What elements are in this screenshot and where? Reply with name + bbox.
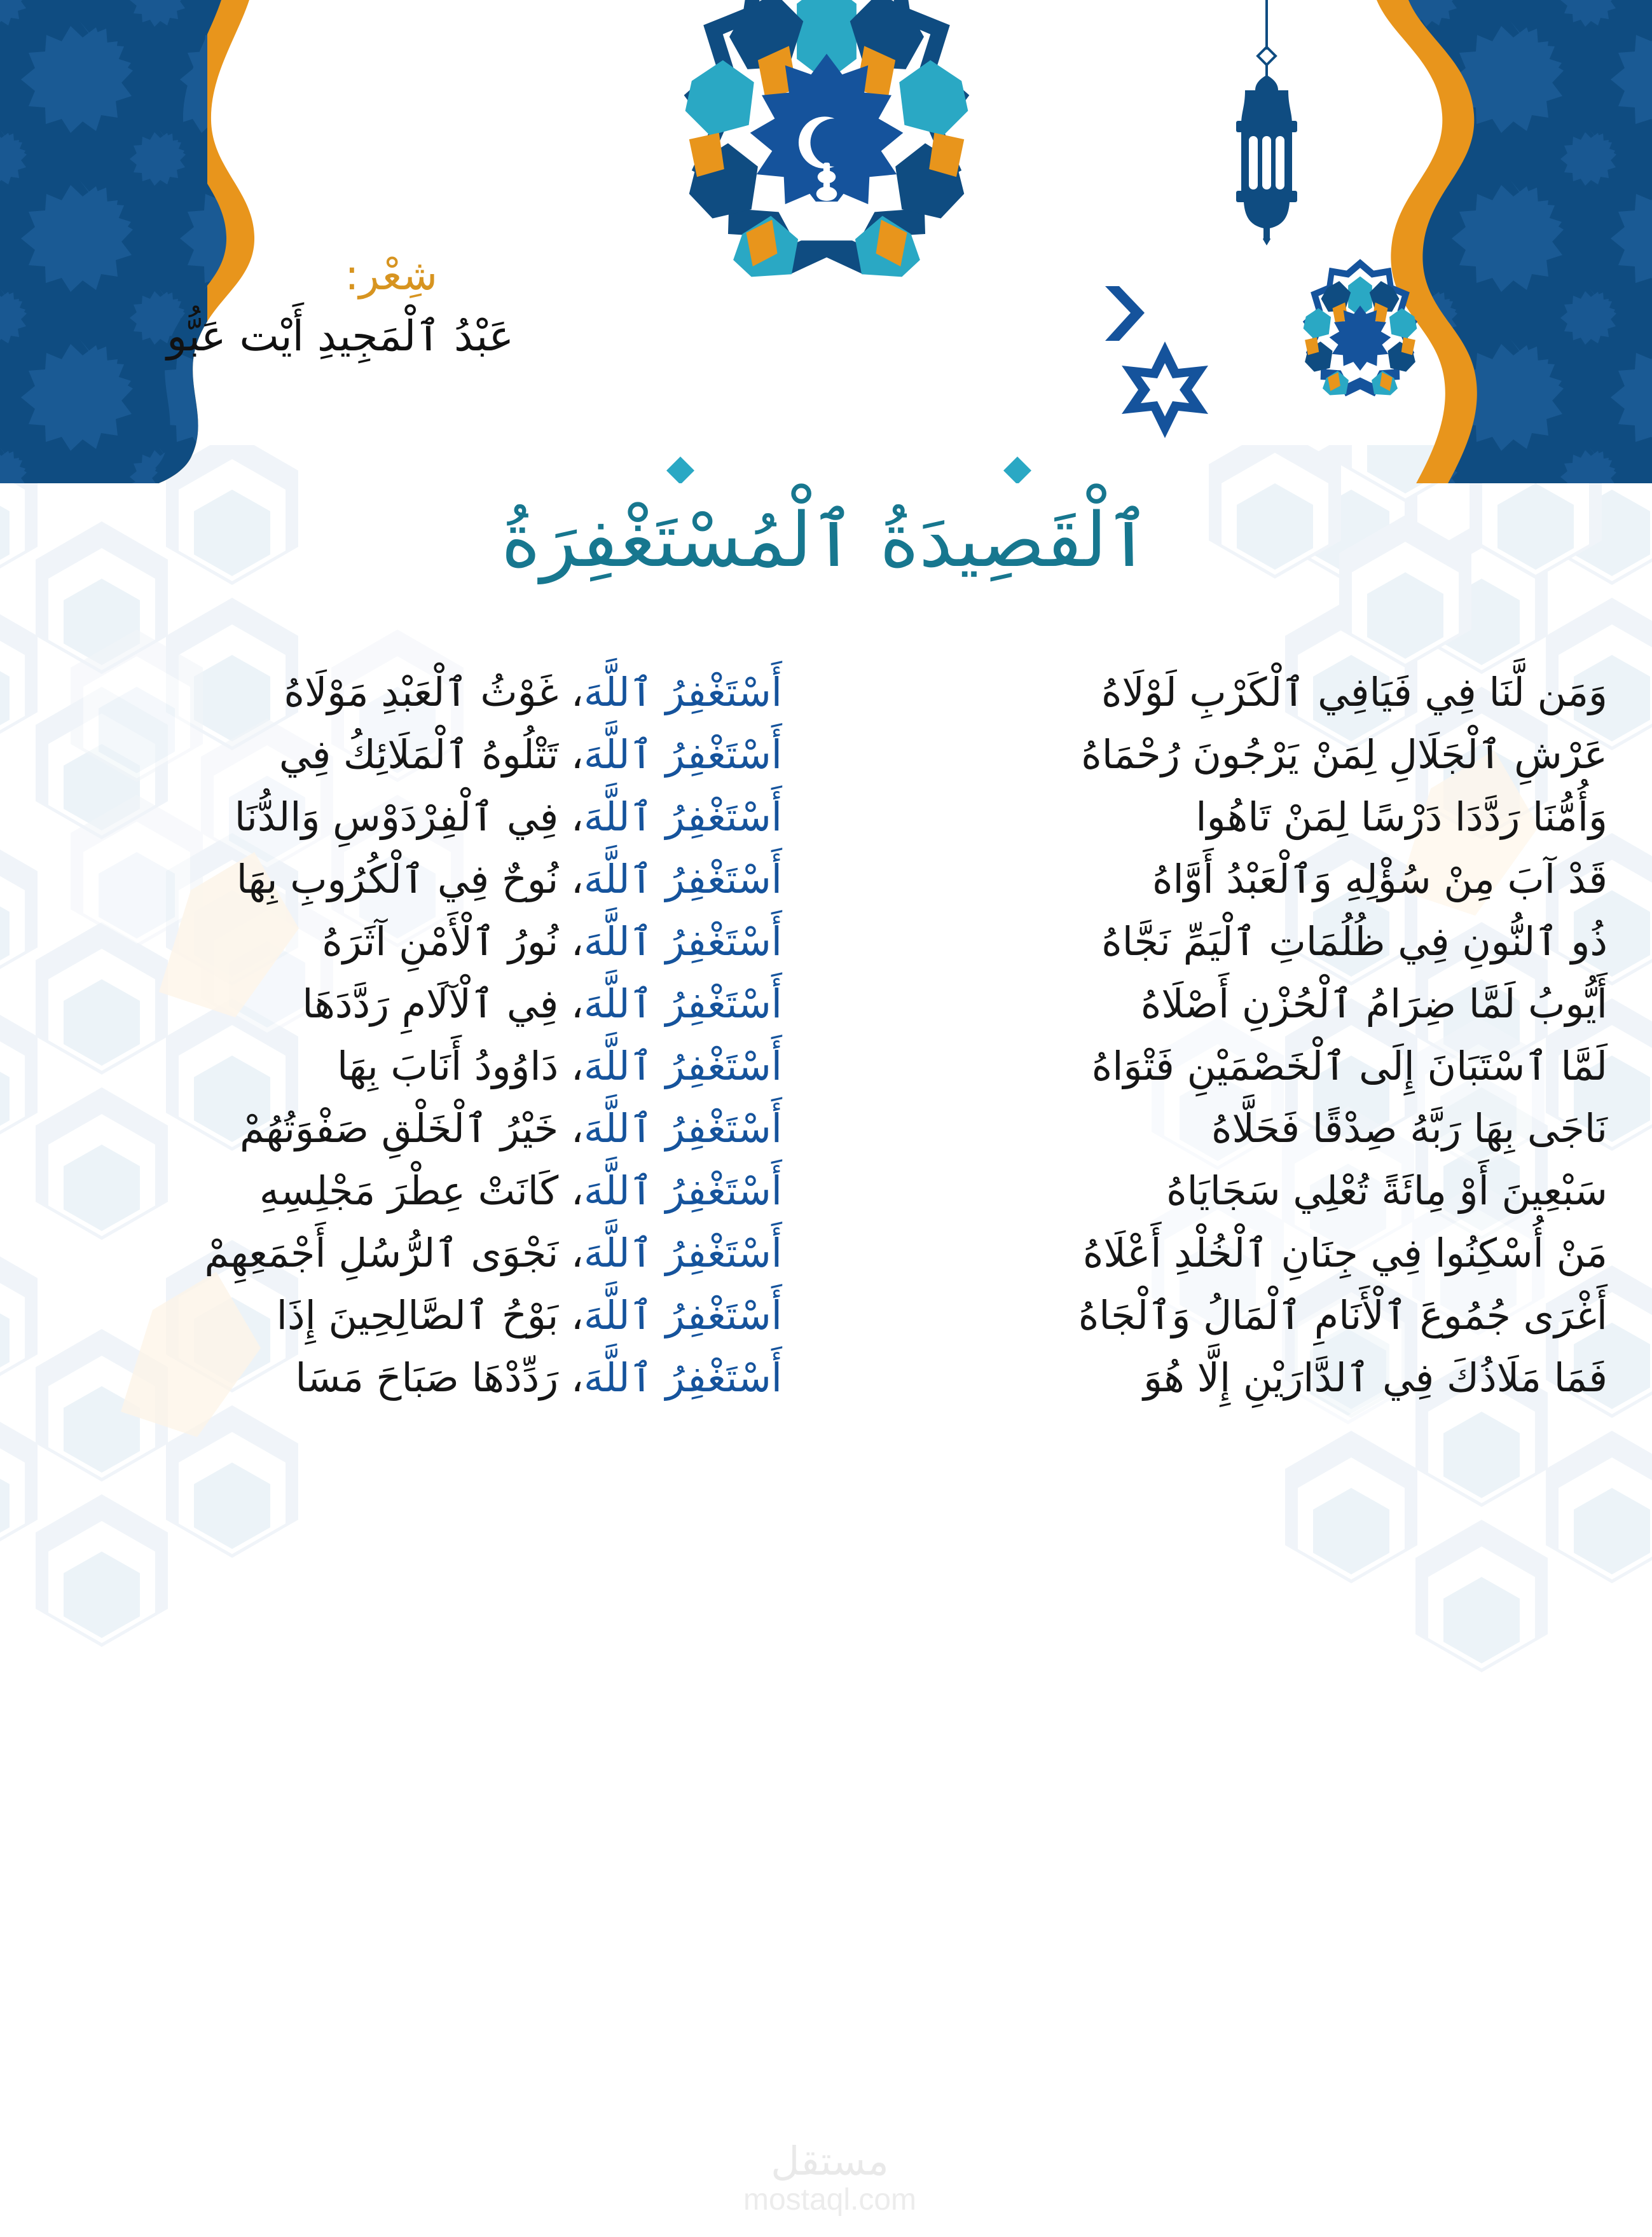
verse-refrain-tail: ، تَتْلُوهُ ٱلْمَلَائِكُ فِي (279, 731, 584, 778)
teal-diamond-accents (666, 457, 1031, 483)
verse-second-hemistich: فَمَا مَلَاذُكَ فِي ٱلدَّارَيْنِ إِلَّا هُوَ (1143, 1354, 1607, 1401)
verse-first-hemistich (0, 1354, 827, 1401)
verse-second-hemistich: وَأُمُّنَا رَدَّدَا دَرْسًا لِمَنْ تَاهُوا (1195, 794, 1607, 840)
verse-refrain-tail: ، خَيْرُ ٱلْخَلْقِ صَفْوَتُهُمْ (239, 1105, 584, 1152)
verse-row (0, 1098, 1652, 1160)
verse-second-hemistich: مَنْ أُسْكِنُوا فِي جِنَانِ ٱلْخُلْدِ أَعْلَاهُ (1082, 1230, 1607, 1276)
author-name: عَبْدُ ٱلْمَجِيدِ أَيْت عَبُّو (167, 312, 514, 361)
verse-first-hemistich (0, 918, 827, 965)
verse-second-hemistich: وَمَن لَّنَا فِي فَيَافِي ٱلْكَرْبِ لَوْلَاهُ (1101, 669, 1607, 715)
verse-first-hemistich (0, 1292, 827, 1339)
verse-first-hemistich (0, 794, 827, 840)
chevron-ornament (1105, 286, 1145, 341)
verse-refrain: أَسْتَغْفِرُ ٱللَّهَ (583, 731, 782, 778)
verse-first-hemistich (0, 731, 827, 778)
verse-row (0, 724, 1652, 786)
verse-refrain-tail: ، دَاوُودُ أَنَابَ بِهَا (337, 1043, 584, 1089)
watermark-arabic: مستقل (771, 2138, 889, 2184)
verse-row (0, 1284, 1652, 1347)
verse-row (0, 1035, 1652, 1098)
hanging-lantern-icon (1236, 0, 1297, 245)
verse-refrain: أَسْتَغْفِرُ ٱللَّهَ (583, 669, 782, 715)
verse-refrain: أَسْتَغْفِرُ ٱللَّهَ (583, 981, 782, 1027)
islamic-star-mandala-icon (684, 0, 970, 277)
verse-refrain-tail: ، نُوحٌ فِي ٱلْكُرُوبِ بِهَا (236, 856, 584, 902)
poem-body (0, 661, 1652, 1409)
author-label: شِعْر: (345, 251, 437, 299)
verse-row (0, 661, 1652, 724)
verse-refrain-tail: ، نَجْوَى ٱلرُّسُلِ أَجْمَعِهِمْ (204, 1230, 584, 1276)
verse-refrain-tail: ، بَوْحُ ٱلصَّالِحِينَ إِذَا (276, 1292, 584, 1339)
verse-second-hemistich: قَدْ آبَ مِنْ سُؤْلِهِ وَٱلْعَبْدُ أَوَّاهُ (1152, 856, 1607, 902)
right-pattern-panel (1377, 0, 1652, 483)
verse-row (0, 1160, 1652, 1222)
page-title: ٱلْقَصِيدَةُ ٱلْمُسْتَغْفِرَةُ (501, 496, 1151, 584)
verse-row (0, 1222, 1652, 1284)
verse-row (0, 786, 1652, 848)
verse-second-hemistich: سَبْعِينَ أَوْ مِائَةً تُعْلِي سَجَايَاهُ (1166, 1167, 1607, 1214)
verse-row (0, 973, 1652, 1035)
verse-first-hemistich (0, 1230, 827, 1276)
verse-first-hemistich (0, 1167, 827, 1214)
verse-refrain: أَسْتَغْفِرُ ٱللَّهَ (583, 1354, 782, 1401)
verse-first-hemistich (0, 981, 827, 1027)
verse-second-hemistich: ذُو ٱلنُّونِ فِي ظُلُمَاتِ ٱلْيَمِّ نَجَّاهُ (1101, 918, 1607, 965)
verse-refrain-tail: ، فِي ٱلْآلَامِ رَدَّدَهَا (302, 981, 584, 1027)
verse-row (0, 1347, 1652, 1409)
verse-row (0, 848, 1652, 911)
verse-refrain: أَسْتَغْفِرُ ٱللَّهَ (583, 1043, 782, 1089)
verse-row (0, 911, 1652, 973)
poster-header (0, 0, 1652, 483)
verse-refrain: أَسْتَغْفِرُ ٱللَّهَ (583, 1167, 782, 1214)
left-pattern-panel (0, 0, 254, 483)
author-block (31, 251, 514, 363)
verse-first-hemistich (0, 856, 827, 902)
verse-refrain-tail: ، رَدِّدْهَا صَبَاحَ مَسَا (295, 1354, 584, 1401)
verse-second-hemistich: لَمَّا ٱسْتَبَانَ إِلَى ٱلْخَصْمَيْنِ فَتْوَاهُ (1091, 1043, 1607, 1089)
verse-second-hemistich: عَرْشِ ٱلْجَلَالِ لِمَنْ يَرْجُونَ رُحْمَاهُ (1081, 731, 1607, 778)
verse-refrain-tail: ، فِي ٱلْفِرْدَوْسِ وَالدُّنَا (234, 794, 584, 840)
six-point-star-icon (1122, 341, 1208, 438)
verse-first-hemistich (0, 1043, 827, 1089)
verse-refrain: أَسْتَغْفِرُ ٱللَّهَ (583, 1230, 782, 1276)
verse-second-hemistich: أَيُّوبُ لَمَّا ضِرَامُ ٱلْحُزْنِ أَصْلَاهُ (1140, 981, 1607, 1027)
verse-refrain: أَسْتَغْفِرُ ٱللَّهَ (583, 794, 782, 840)
verse-first-hemistich (0, 669, 827, 715)
verse-refrain: أَسْتَغْفِرُ ٱللَّهَ (583, 1105, 782, 1152)
verse-refrain: أَسْتَغْفِرُ ٱللَّهَ (583, 1292, 782, 1339)
verse-second-hemistich: أَغْرَى جُمُوعَ ٱلْأَنَامِ ٱلْمَالُ وَٱلْجَاهُ (1078, 1292, 1607, 1339)
verse-first-hemistich (0, 1105, 827, 1152)
verse-refrain: أَسْتَغْفِرُ ٱللَّهَ (583, 918, 782, 965)
verse-refrain-tail: ، كَانَتْ عِطْرَ مَجْلِسِهِ (259, 1167, 584, 1214)
watermark-latin: mostaql.com (743, 2183, 917, 2217)
verse-second-hemistich: نَاجَى بِهَا رَبَّهُ صِدْقًا فَحَلَّاهُ (1211, 1105, 1607, 1152)
verse-refrain-tail: ، غَوْثُ ٱلْعَبْدِ مَوْلَاهُ (284, 669, 584, 715)
verse-refrain-tail: ، نُورُ ٱلْأَمْنِ آثَرَهُ (322, 918, 584, 965)
verse-refrain: أَسْتَغْفِرُ ٱللَّهَ (583, 856, 782, 902)
